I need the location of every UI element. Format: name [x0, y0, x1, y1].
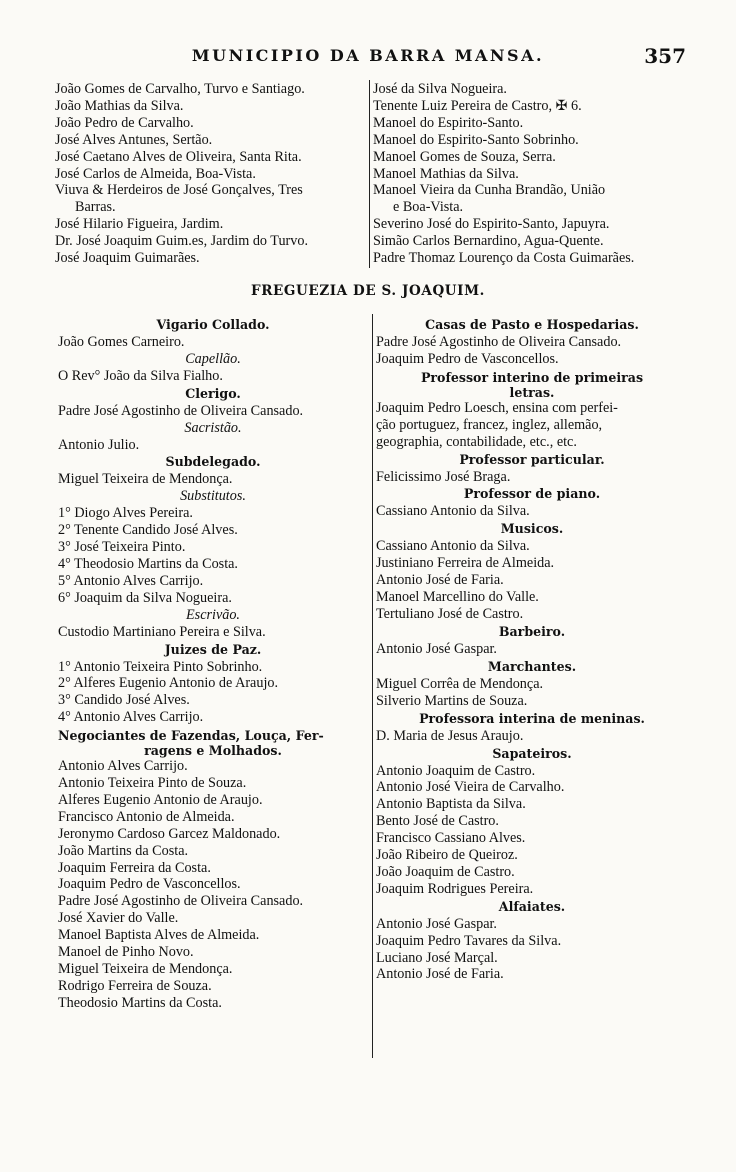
negociante-item: João Martins da Costa.: [58, 842, 189, 859]
negociante-item: Francisco Antonio de Almeida.: [58, 808, 235, 825]
subdelegado-heading: Subdelegado.: [165, 454, 261, 470]
list-item-continuation: Barras.: [75, 199, 116, 216]
list-item: João Gomes de Carvalho, Turvo e Santiago.: [55, 81, 305, 97]
juiz-item: 1° Antonio Teixeira Pinto Sobrinho.: [58, 658, 263, 675]
sacristao-label: Sacristão.: [184, 419, 242, 436]
juizes-heading: Juizes de Paz.: [164, 641, 262, 657]
prof-particular-name: Felicissimo José Braga.: [376, 468, 511, 485]
list-item: João Pedro de Carvalho.: [55, 114, 194, 131]
sapateiro-item: Antonio Joaquim de Castro.: [376, 762, 536, 779]
negociante-item: Padre José Agostinho de Oliveira Cansado.: [58, 893, 304, 910]
professora-heading: Professora interina de meninas.: [419, 710, 645, 726]
list-item: João Mathias da Silva.: [55, 97, 184, 114]
escrivao-name: Custodio Martiniano Pereira e Silva.: [58, 623, 266, 640]
sapateiro-item: Francisco Cassiano Alves.: [376, 830, 526, 847]
sacristao-name: Antonio Julio.: [58, 436, 140, 453]
casas-item: Padre José Agostinho de Oliveira Cansado.: [376, 334, 622, 350]
alfaiate-item: Antonio José Gaspar.: [376, 915, 497, 932]
negociante-item: Miguel Teixeira de Mendonça.: [58, 961, 233, 977]
top-column-divider: [369, 80, 370, 268]
prof-interino-heading: Professor interino de primeiras: [420, 369, 644, 385]
musico-item: Tertuliano José de Castro.: [376, 605, 524, 622]
list-item: José Carlos de Almeida, Boa-Vista.: [55, 165, 256, 182]
list-item: José Alves Antunes, Sertão.: [55, 131, 213, 148]
list-item: Manoel do Espirito-Santo.: [373, 114, 524, 131]
negociantes-heading-continuation: ragens e Molhados.: [144, 743, 282, 759]
substitutos-label: Substitutos.: [180, 488, 246, 505]
professora-name: D. Maria de Jesus Araujo.: [376, 727, 524, 744]
negociante-item: Jeronymo Cardoso Garcez Maldonado.: [58, 825, 281, 842]
juiz-item: 4° Antonio Alves Carrijo.: [58, 709, 204, 726]
list-item: Viuva & Herdeiros de José Gonçalves, Tres: [55, 182, 303, 199]
list-item: José Joaquim Guimarães.: [55, 250, 200, 267]
list-item: Manoel Mathias da Silva.: [373, 165, 519, 182]
musicos-heading: Musicos.: [500, 521, 564, 537]
prof-interino-text: ção portuguez, francez, inglez, allemão,: [376, 416, 603, 433]
sapateiros-heading: Sapateiros.: [492, 745, 572, 761]
page-number: 357: [644, 44, 686, 68]
negociante-item: Antonio Teixeira Pinto de Souza.: [58, 775, 247, 792]
marchante-item: Silverio Martins de Souza.: [376, 692, 528, 709]
sapateiro-item: Joaquim Rodrigues Pereira.: [376, 880, 534, 897]
negociante-item: Antonio Alves Carrijo.: [58, 758, 188, 775]
list-item: Padre Thomaz Lourenço da Costa Guimarães.: [373, 250, 635, 267]
list-item: José Hilario Figueira, Jardim.: [55, 216, 224, 233]
prof-interino-text: Joaquim Pedro Loesch, ensina com perfei-: [376, 399, 618, 416]
prof-interino-heading-continuation: letras.: [509, 384, 555, 400]
list-item: Tenente Luiz Pereira de Castro, ✠ 6.: [373, 97, 582, 114]
alfaiates-heading: Alfaiates.: [498, 898, 566, 914]
musico-item: Antonio José de Faria.: [376, 572, 504, 589]
musico-item: Cassiano Antonio da Silva.: [376, 538, 530, 555]
negociante-item: Rodrigo Ferreira de Souza.: [58, 977, 212, 994]
prof-particular-heading: Professor particular.: [459, 451, 605, 467]
negociante-item: Alferes Eugenio Antonio de Araujo.: [58, 791, 263, 808]
capellao-name: O Rev° João da Silva Fialho.: [58, 367, 223, 384]
marchante-item: Miguel Corrêa de Mendonça.: [376, 675, 544, 692]
musico-item: Manoel Marcellino do Valle.: [376, 589, 539, 606]
list-item-continuation: e Boa-Vista.: [393, 199, 464, 216]
capellao-label: Capellão.: [185, 350, 241, 367]
casas-item: Joaquim Pedro de Vasconcellos.: [376, 350, 559, 367]
list-item: Severino José do Espirito-Santo, Japuyra.: [373, 216, 610, 233]
page-header: [0, 46, 736, 72]
negociante-item: José Xavier do Valle.: [58, 910, 179, 927]
escrivao-label: Escrivão.: [186, 606, 240, 623]
prof-interino-text: geographia, contabilidade, etc., etc.: [376, 433, 577, 450]
sapateiro-item: Antonio José Vieira de Carvalho.: [376, 779, 565, 796]
substituto-item: 4° Theodosio Martins da Costa.: [58, 555, 238, 572]
barbeiro-name: Antonio José Gaspar.: [376, 640, 497, 657]
page-title: MUNICIPIO DA BARRA MANSA.: [191, 46, 545, 65]
alfaiate-item: Luciano José Marçal.: [376, 949, 498, 966]
section-title: FREGUEZIA DE S. JOAQUIM.: [251, 283, 485, 299]
prof-piano-name: Cassiano Antonio da Silva.: [376, 503, 530, 520]
musico-item: Justiniano Ferreira de Almeida.: [376, 555, 555, 572]
negociante-item: Joaquim Pedro de Vasconcellos.: [58, 876, 241, 893]
substituto-item: 2° Tenente Candido José Alves.: [58, 522, 238, 539]
substituto-item: 1° Diogo Alves Pereira.: [58, 505, 193, 522]
clerigo-heading: Clerigo.: [185, 385, 241, 401]
juiz-item: 3° Candido José Alves.: [58, 692, 190, 709]
substituto-item: 5° Antonio Alves Carrijo.: [58, 572, 204, 589]
sapateiro-item: João Ribeiro de Queiroz.: [376, 847, 518, 864]
alfaiate-item: Joaquim Pedro Tavares da Silva.: [376, 932, 562, 949]
main-column-divider: [372, 314, 373, 1058]
vigario-name: João Gomes Carneiro.: [58, 334, 185, 350]
alfaiate-item: Antonio José de Faria.: [376, 966, 504, 983]
vigario-heading: Vigario Collado.: [156, 317, 270, 332]
juiz-item: 2° Alferes Eugenio Antonio de Araujo.: [58, 675, 279, 692]
negociante-item: Theodosio Martins da Costa.: [58, 994, 222, 1011]
list-item: José Caetano Alves de Oliveira, Santa Rita.: [55, 148, 302, 165]
list-item: José da Silva Nogueira.: [373, 81, 507, 97]
list-item: Dr. José Joaquim Guim.es, Jardim do Turvo.: [55, 233, 309, 250]
prof-piano-heading: Professor de piano.: [463, 486, 601, 502]
negociante-item: Manoel de Pinho Novo.: [58, 944, 194, 961]
sapateiro-item: Bento José de Castro.: [376, 813, 499, 830]
subdelegado-name: Miguel Teixeira de Mendonça.: [58, 471, 233, 488]
negociante-item: Joaquim Ferreira da Costa.: [58, 859, 211, 876]
list-item: Manoel Gomes de Souza, Serra.: [373, 148, 556, 165]
left-column: [58, 316, 368, 1012]
top-left-column: [55, 81, 365, 267]
marchantes-heading: Marchantes.: [487, 658, 577, 674]
negociante-item: Manoel Baptista Alves de Almeida.: [58, 927, 260, 944]
barbeiro-heading: Barbeiro.: [498, 623, 566, 639]
list-item: Manoel do Espirito-Santo Sobrinho.: [373, 131, 579, 148]
right-column: [376, 316, 688, 983]
substituto-item: 3° José Teixeira Pinto.: [58, 539, 186, 556]
casas-heading: Casas de Pasto e Hospedarias.: [425, 317, 639, 332]
sapateiro-item: João Joaquim de Castro.: [376, 863, 515, 880]
top-right-column: [373, 81, 693, 267]
list-item: Simão Carlos Bernardino, Agua-Quente.: [373, 233, 604, 250]
clerigo-name: Padre José Agostinho de Oliveira Cansado.: [58, 402, 304, 419]
list-item: Manoel Vieira da Cunha Brandão, União: [373, 182, 606, 199]
sapateiro-item: Antonio Baptista da Silva.: [376, 796, 526, 813]
substituto-item: 6° Joaquim da Silva Nogueira.: [58, 589, 232, 606]
negociantes-heading: Negociantes de Fazendas, Louça, Fer-: [58, 728, 324, 744]
